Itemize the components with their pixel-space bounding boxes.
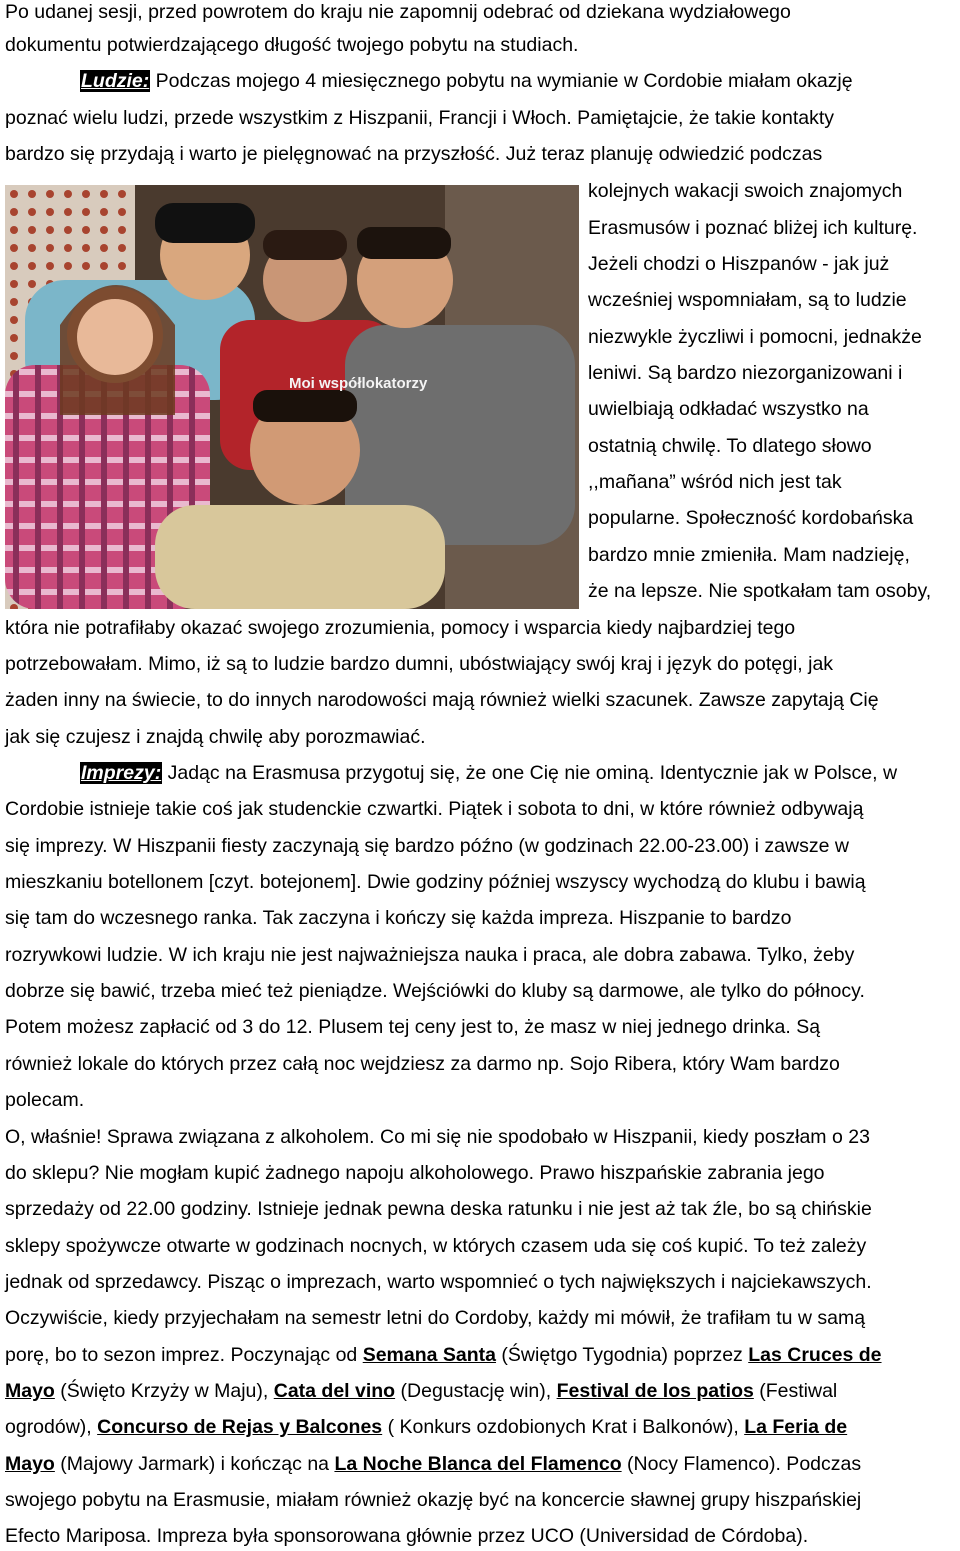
text-line: niezwykle życzliwi i pomocni, jednakże: [588, 326, 922, 348]
text-line: Potem możesz zapłacić od 3 do 12. Plusem tej ceny jest to, że masz w niej jednego drinka. Są: [5, 1016, 821, 1038]
text-line: do sklepu? Nie mogłam kupić żadnego napoju alkoholowego. Prawo hiszpańskie zabrania jego: [5, 1162, 825, 1184]
text-span: (Świętgo Tygodnia) poprzez: [496, 1344, 749, 1366]
text-line: się tam do wczesnego ranka. Tak zaczyna i kończy się każda impreza. Hiszpanie to bardzo: [5, 907, 792, 929]
text-line: dokumentu potwierdzającego długość twojego pobytu na studiach.: [5, 34, 579, 56]
text-line: kolejnych wakacji swoich znajomych: [588, 180, 903, 202]
text-span: (Majowy Jarmark) i kończąc na: [54, 1453, 335, 1475]
text-line: ostatnią chwilę. To dlatego słowo: [588, 435, 872, 457]
section-label-imprezy: Imprezy:: [81, 762, 162, 784]
text-line: ,,mañana” wśród nich jest tak: [588, 471, 842, 493]
event-semana-santa: Semana Santa: [362, 1344, 497, 1366]
text-line: [5, 1379, 837, 1403]
text-line: jednak od sprzedawcy. Pisząc o imprezach, warto wspomnieć o tych największych i najciekawszych.: [5, 1271, 872, 1293]
text-line: Oczywiście, kiedy przyjechałam na semestr letni do Cordoby, każdy mi mówił, że trafiłam tu w samą: [5, 1307, 866, 1329]
text-line: poznać wielu ludzi, przede wszystkim z Hiszpanii, Francji i Włoch. Pamiętajcie, że takie kontakty: [5, 107, 835, 129]
text-line: popularne. Społeczność kordobańska: [588, 507, 914, 529]
event-festival-patios: Festival de los patios: [556, 1380, 754, 1402]
text-span: (Festiwal: [753, 1380, 838, 1402]
event-feria-de-mayo: La Feria de: [744, 1416, 848, 1438]
text-line: dobrze się bawić, trzeba mieć też pieniądze. Wejściówki do kluby są darmowe, ale tylko do północy.: [5, 980, 865, 1002]
roommates-photo-illustration: [5, 185, 579, 609]
text-line: jak się czujesz i znajdą chwilę aby porozmawiać.: [5, 726, 426, 748]
roommates-photo: [5, 185, 579, 609]
event-las-cruces-cont: Mayo: [5, 1380, 55, 1402]
text-line: Erasmusów i poznać bliżej ich kulturę.: [588, 217, 918, 239]
text-line: Po udanej sesji, przed powrotem do kraju nie zapomnij odebrać od dziekana wydziałowego: [5, 1, 791, 23]
event-noche-blanca: La Noche Blanca del Flamenco: [334, 1453, 622, 1475]
text-line: leniwi. Są bardzo niezorganizowani i: [588, 362, 903, 384]
text-line: [5, 761, 897, 785]
text-line: sprzedaży od 22.00 godziny. Istnieje jednak pewna deska ratunku i nie jest aż tak źle, bo są chińskie: [5, 1198, 872, 1220]
text-line: wcześniej wspomniałam, są to ludzie: [588, 289, 907, 311]
text-line: Jeżeli chodzi o Hiszpanów - jak już: [588, 253, 890, 275]
photo-caption: Moi współlokatorzy: [289, 375, 428, 392]
text-span: (Degustację win),: [395, 1380, 557, 1402]
text-span: ogrodów),: [5, 1416, 98, 1438]
section-label-ludzie: Ludzie:: [81, 70, 150, 92]
text-line: bardzo się przydają i warto je pielęgnować na przyszłość. Już teraz planuję odwiedzić podczas: [5, 143, 823, 165]
text-line: że na lepsze. Nie spotkałam tam osoby,: [588, 580, 932, 602]
text-line: bardzo mnie zmieniła. Mam nadzieję,: [588, 544, 910, 566]
text-line: sklepy spożywcze otwarte w godzinach nocnych, w których czasem uda się coś kupić. To też zależy: [5, 1235, 867, 1257]
text-line: która nie potrafiłaby okazać swojego zrozumienia, pomocy i wsparcia kiedy najbardziej tego: [5, 617, 796, 639]
text-line: uwielbiają odkładać wszystko na: [588, 398, 869, 420]
text-span: Jadąc na Erasmusa przygotuj się, że one Cię nie ominą. Identycznie jak w Polsce, w: [162, 762, 898, 784]
text-line: Efecto Mariposa. Impreza była sponsorowana głównie przez UCO (Universidad de Córdoba).: [5, 1525, 809, 1547]
text-line: O, właśnie! Sprawa związana z alkoholem. Co mi się nie spodobało w Hiszpanii, kiedy poszłam o 23: [5, 1126, 870, 1148]
text-line: rozrywkowi ludzie. W ich kraju nie jest najważniejsza nauka i praca, ale dobra zabawa. Tylko, żeby: [5, 944, 855, 966]
text-line: Cordobie istnieje takie coś jak studenckie czwartki. Piątek i sobota to dni, w które również odbywają: [5, 798, 864, 820]
text-line: swojego pobytu na Erasmusie, miałam również okazję być na koncercie sławnej grupy hiszpańskiej: [5, 1489, 862, 1511]
text-line: potrzebowałam. Mimo, iż są to ludzie bardzo dumni, ubóstwiający swój kraj i język do potęgi, jak: [5, 653, 834, 675]
text-line: [5, 1415, 847, 1439]
text-line: żaden inny na świecie, to do innych narodowości mają również wielki szacunek. Zawsze zapytają Cię: [5, 689, 879, 711]
event-feria-de-mayo-cont: Mayo: [5, 1453, 55, 1475]
text-line: [5, 1452, 861, 1476]
text-span: ( Konkurs ozdobionych Krat i Balkonów),: [382, 1416, 745, 1438]
event-concurso-rejas: Concurso de Rejas y Balcones: [97, 1416, 383, 1438]
text-line: się imprezy. W Hiszpanii fiesty zaczynają się bardzo późno (w godzinach 22.00-23.00) i zawsze w: [5, 835, 849, 857]
text-line: polecam.: [5, 1089, 85, 1111]
text-line: również lokale do których przez całą noc wejdziesz za darmo np. Sojo Ribera, który Wam bardzo: [5, 1053, 840, 1075]
text-line: [5, 1343, 882, 1367]
text-line: [5, 69, 853, 93]
text-span: Podczas mojego 4 miesięcznego pobytu na wymianie w Cordobie miałam okazję: [150, 70, 853, 92]
event-cata-del-vino: Cata del vino: [273, 1380, 396, 1402]
text-span: (Święto Krzyży w Maju),: [54, 1380, 274, 1402]
text-span: (Nocy Flamenco). Podczas: [621, 1453, 862, 1475]
text-span: porę, bo to sezon imprez. Poczynając od: [5, 1344, 363, 1366]
event-las-cruces: Las Cruces de: [748, 1344, 882, 1366]
text-line: mieszkaniu botellonem [czyt. botejonem]. Dwie godziny później wszyscy wychodzą do klubu i bawią: [5, 871, 866, 893]
